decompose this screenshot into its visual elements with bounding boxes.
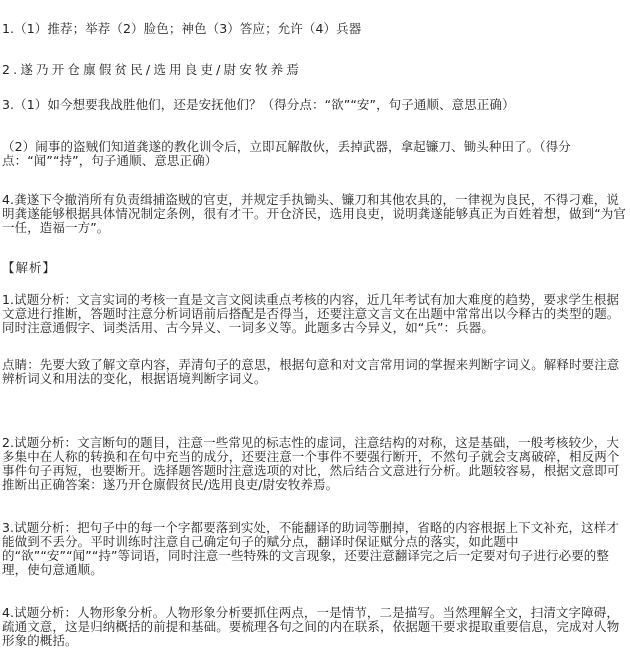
answer-2: 2.遂乃开仓廪假贫民/选用良吏/尉安牧养焉 bbox=[2, 62, 303, 77]
analysis-2: 2.试题分析：文言断句的题目，注意一些常见的标志性的虚词，注意结构的对称，这是基础，一般考核较少，大多集中在人称的转换和在句中充当的成分，还要注意一个事件不要强行断开，不然句子就会支离破碎，相反两个事件句子再短，也要断开。选择题答题时注意选项的对比，然后结合文意进行分析。此题较容易，根据文意即可推断出正确答案：遂乃开仓廪假贫民/选用良吏/尉安牧养焉。 bbox=[2, 435, 620, 492]
answer-3-part-2: （2）闹事的盗贼们知道龚遂的教化训令后，立即瓦解散伙，丢掉武器，拿起镰刀、锄头种田了。（得分点：“闻”“持”，句子通顺、意思正确） bbox=[2, 139, 571, 168]
answer-3-part-1: 3.（1）如今想要我战胜他们，还是安抚他们？（得分点：“欲”“安”，句子通顺、意思正确） bbox=[2, 97, 515, 112]
analysis-heading: 【解析】 bbox=[2, 260, 57, 275]
analysis-1: 1.试题分析：文言实词的考核一直是文言文阅读重点考核的内容，近几年考试有加大难度的趋势，要求学生根据文意进行推断，答题时注意分析词语前后搭配是否得当，还要注意文言文在出题中常常出以今释古的类型的题。同时注意通假字、词类活用、古今异义、一词多义等。此题多古今异义，如“兵”：兵器。 bbox=[2, 292, 620, 335]
analysis-note: 点睛：先要大致了解文章内容，弄清句子的意思，根据句意和对文言常用词的掌握来判断字词义。解释时要注意辨析词义和用法的变化，根据语境判断字词义。 bbox=[2, 357, 620, 386]
answer-1: 1.（1）推荐；举荐（2）脸色；神色（3）答应；允许（4）兵器 bbox=[2, 21, 362, 36]
analysis-4: 4.试题分析：人物形象分析。人物形象分析要抓住两点，一是情节，二是描写。当然理解全文，扫清文字障碍，疏通文意，这是归纳概括的前提和基础。要梳理各句之间的内在联系，依据题干要求提取重要信息，完成对人物形象的概括。 bbox=[2, 605, 620, 648]
answer-4: 4.龚遂下令撤消所有负责缉捕盗贼的官吏，并规定手执锄头、镰刀和其他农具的，一律视为良民，不得刁难，说明龚遂能够根据具体情况制定条例，很有才干。开仓济民，选用良吏，说明龚遂能够真正为百姓着想，做到“为官一任，造福一方”。 bbox=[2, 192, 626, 235]
analysis-3: 3.试题分析：把句子中的每一个字都要落到实处，不能翻译的助词等删掉，省略的内容根据上下文补充，这样才能做到不丢分。平时训练时注意自己确定句子的赋分点，翻译时保证赋分点的落实，如此题中的“欲”“安”“闻”“持”等词语，同时注意一些特殊的文言现象，还要注意翻译完之后一定要对句子进行必要的整理，使句意通顺。 bbox=[2, 520, 619, 577]
